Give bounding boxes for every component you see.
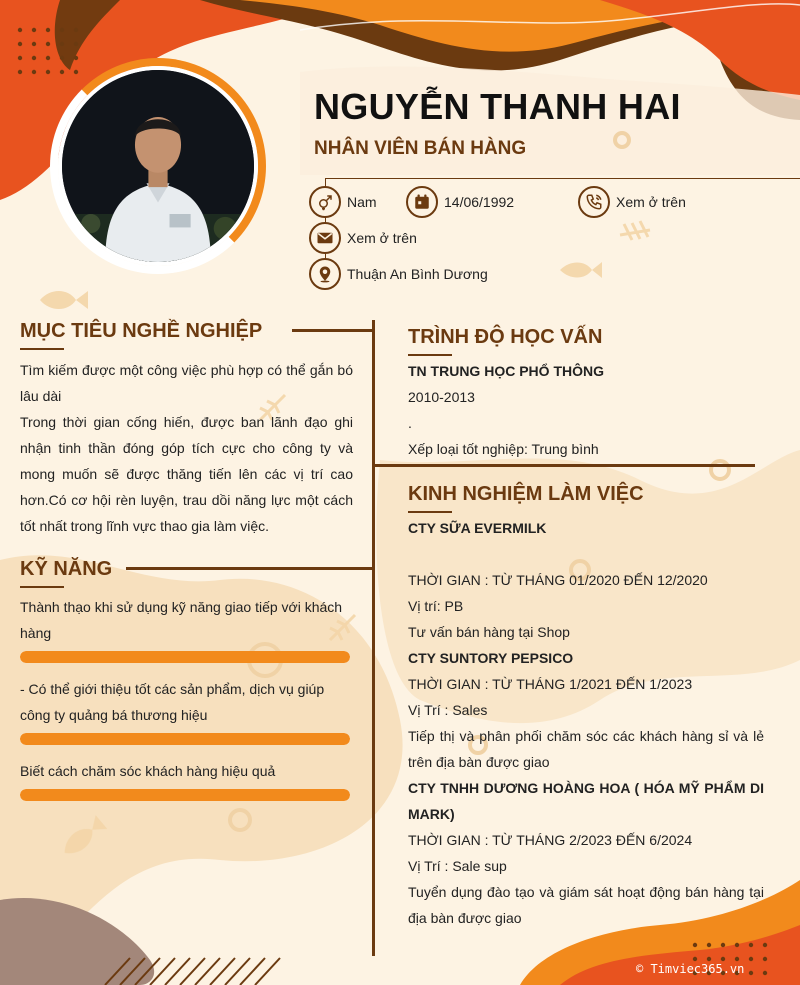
avatar-photo [62, 70, 254, 262]
skills-rule [126, 567, 372, 570]
skill-item-text: - Có thể giới thiệu tốt các sản phẩm, dịch vụ giúp công ty quảng bá thương hiệu [20, 681, 325, 723]
job-position: Vị Trí : Sale sup [408, 858, 507, 874]
skill-level-bar [20, 733, 350, 745]
education-rule [375, 464, 755, 467]
contact-phone-text: Xem ở trên [616, 194, 686, 210]
education-underline [408, 354, 452, 356]
skill-level-fill [20, 651, 350, 663]
company-name: CTY TNHH DƯƠNG HOÀNG HOA ( HÓA MỸ PHẨM DI MARK) [408, 780, 764, 822]
experience-list [408, 515, 764, 931]
contact-email [309, 222, 417, 254]
company-name: CTY SỮA EVERMILK [408, 520, 547, 536]
skills-underline [20, 586, 64, 588]
experience-underline [408, 511, 452, 513]
contact-address-text: Thuận An Bình Dương [347, 266, 488, 282]
job-description: Tư vấn bán hàng tại Shop [408, 624, 570, 640]
calendar-icon [406, 186, 438, 218]
profile-photo-frame [58, 66, 258, 266]
skill-level-bar [20, 789, 350, 801]
skill-item-text: Thành thạo khi sử dụng kỹ năng giao tiếp với khách hàng [20, 599, 343, 641]
education-period: 2010-2013 [408, 389, 475, 405]
column-divider [372, 320, 375, 956]
career-goal-paragraph: Trong thời gian cống hiến, được ban lãnh đạo ghi nhận tinh thần đóng góp tích cực cho công ty và mong muốn sẽ được thăng tiến lên các vị trí cao hơn.Có cơ hội rèn luyện, trau dồi năng lực một cách tốt nhất trong lĩnh vực thao gia làm việc. [20, 414, 353, 534]
skill-item-text: Biết cách chăm sóc khách hàng hiệu quả [20, 763, 276, 779]
contact-birthday-text: 14/06/1992 [444, 194, 515, 210]
education-heading: TRÌNH ĐỘ HỌC VẤN [408, 326, 603, 348]
job-position: Vị trí: PB [408, 598, 464, 614]
company-name: CTY SUNTORY PEPSICO [408, 650, 574, 666]
skill-level-bar [20, 651, 350, 663]
education-details [408, 358, 764, 462]
education-note: . [408, 415, 412, 431]
contact-gender [309, 186, 377, 218]
contact-birthday [406, 186, 514, 218]
skills-heading: KỸ NĂNG [20, 558, 113, 580]
contact-email-text: Xem ở trên [347, 230, 417, 246]
career-goal-heading: MỤC TIÊU NGHỀ NGHIỆP [20, 320, 263, 342]
career-goal-rule [292, 329, 372, 332]
contact-divider [325, 178, 800, 179]
education-grade: Xếp loại tốt nghiệp: Trung bình [408, 441, 599, 457]
avatar [58, 66, 258, 266]
mail-icon [309, 222, 341, 254]
job-period: THỜI GIAN : TỪ THÁNG 1/2021 ĐẾN 1/2023 [408, 676, 693, 692]
spacer [408, 541, 764, 567]
career-goal-text [20, 357, 353, 539]
job-description: Tiếp thị và phân phối chăm sóc các khách hàng sỉ và lẻ trên địa bàn được giao [408, 728, 764, 770]
job-description: Tuyển dụng đào tạo và giám sát hoạt động bán hàng tại địa bàn được giao [408, 884, 764, 926]
job-position: Vị Trí : Sales [408, 702, 488, 718]
career-goal-paragraph: Tìm kiếm được một công việc phù hợp có thể gắn bó lâu dài [20, 362, 353, 404]
career-goal-underline [20, 348, 64, 350]
gender-icon [309, 186, 341, 218]
contact-phone [578, 186, 686, 218]
watermark: © Timviec365.vn [636, 962, 745, 976]
skill-level-fill [20, 733, 350, 745]
phone-icon [578, 186, 610, 218]
job-period: THỜI GIAN : TỪ THÁNG 01/2020 ĐẾN 12/2020 [408, 572, 708, 588]
location-pin-icon [309, 258, 341, 290]
candidate-name: NGUYỄN THANH HAI [314, 86, 681, 127]
job-title: NHÂN VIÊN BÁN HÀNG [314, 138, 527, 159]
contact-gender-text: Nam [347, 194, 377, 210]
contact-address [309, 258, 488, 290]
skill-level-fill [20, 789, 350, 801]
education-school: TN TRUNG HỌC PHỔ THÔNG [408, 363, 604, 379]
job-period: THỜI GIAN : TỪ THÁNG 2/2023 ĐẾN 6/2024 [408, 832, 693, 848]
experience-heading: KINH NGHIỆM LÀM VIỆC [408, 483, 644, 505]
